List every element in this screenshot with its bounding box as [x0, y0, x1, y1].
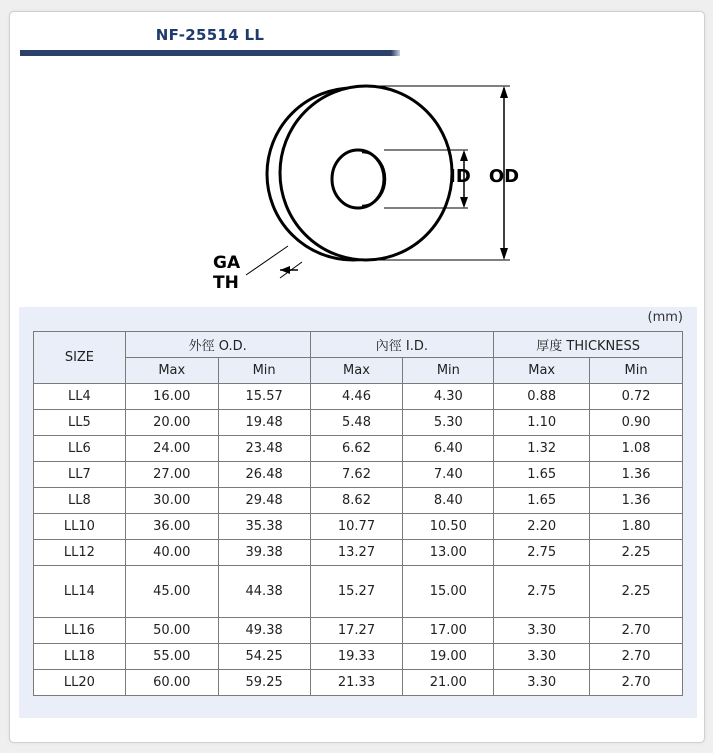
value-cell: 45.00 [125, 566, 218, 618]
value-cell: 2.70 [590, 644, 683, 670]
size-cell: LL18 [34, 644, 126, 670]
value-cell: 20.00 [125, 410, 218, 436]
table-row [34, 488, 683, 514]
size-cell: LL6 [34, 436, 126, 462]
thickness-max-header: Max [494, 358, 590, 384]
value-cell: 5.30 [403, 410, 494, 436]
value-cell: 1.32 [494, 436, 590, 462]
od-min-header: Min [218, 358, 310, 384]
value-cell: 17.00 [403, 618, 494, 644]
value-cell: 30.00 [125, 488, 218, 514]
value-cell: 1.80 [590, 514, 683, 540]
value-cell: 15.57 [218, 384, 310, 410]
value-cell: 2.75 [494, 540, 590, 566]
size-cell: LL8 [34, 488, 126, 514]
table-row [34, 436, 683, 462]
value-cell: 59.25 [218, 670, 310, 696]
value-cell: 39.38 [218, 540, 310, 566]
value-cell: 3.30 [494, 670, 590, 696]
thickness-group-header: 厚度 THICKNESS [494, 332, 683, 358]
id-max-header: Max [310, 358, 403, 384]
value-cell: 60.00 [125, 670, 218, 696]
value-cell: 19.00 [403, 644, 494, 670]
value-cell: 10.50 [403, 514, 494, 540]
value-cell: 15.27 [310, 566, 403, 618]
table-row [34, 540, 683, 566]
od-group-header: 外徑 O.D. [125, 332, 310, 358]
product-card [9, 11, 705, 743]
value-cell: 1.65 [494, 462, 590, 488]
od-max-header: Max [125, 358, 218, 384]
spec-table-body [34, 384, 683, 696]
id-arrow-bottom [460, 197, 468, 208]
label-id: ID [449, 166, 471, 187]
page-title: NF-25514 LL [155, 26, 265, 44]
label-od: OD [488, 166, 520, 187]
id-min-header: Min [403, 358, 494, 384]
value-cell: 21.00 [403, 670, 494, 696]
value-cell: 7.40 [403, 462, 494, 488]
table-row [34, 384, 683, 410]
od-arrow-bottom [500, 248, 508, 260]
value-cell: 2.20 [494, 514, 590, 540]
size-cell: LL7 [34, 462, 126, 488]
value-cell: 27.00 [125, 462, 218, 488]
value-cell: 0.72 [590, 384, 683, 410]
value-cell: 50.00 [125, 618, 218, 644]
value-cell: 1.08 [590, 436, 683, 462]
value-cell: 6.40 [403, 436, 494, 462]
value-cell: 23.48 [218, 436, 310, 462]
value-cell: 19.48 [218, 410, 310, 436]
size-cell: LL10 [34, 514, 126, 540]
value-cell: 7.62 [310, 462, 403, 488]
value-cell: 3.30 [494, 644, 590, 670]
spec-table-head [34, 332, 683, 384]
value-cell: 24.00 [125, 436, 218, 462]
value-cell: 44.38 [218, 566, 310, 618]
thickness-min-header: Min [590, 358, 683, 384]
value-cell: 55.00 [125, 644, 218, 670]
value-cell: 49.38 [218, 618, 310, 644]
value-cell: 35.38 [218, 514, 310, 540]
value-cell: 10.77 [310, 514, 403, 540]
value-cell: 36.00 [125, 514, 218, 540]
value-cell: 13.27 [310, 540, 403, 566]
size-cell: LL14 [34, 566, 126, 618]
value-cell: 21.33 [310, 670, 403, 696]
value-cell: 4.30 [403, 384, 494, 410]
value-cell: 5.48 [310, 410, 403, 436]
value-cell: 2.70 [590, 618, 683, 644]
value-cell: 2.75 [494, 566, 590, 618]
size-cell: LL12 [34, 540, 126, 566]
id-group-header: 內徑 I.D. [310, 332, 494, 358]
size-cell: LL20 [34, 670, 126, 696]
label-ga: GA [213, 253, 241, 273]
value-cell: 4.46 [310, 384, 403, 410]
value-cell: 1.10 [494, 410, 590, 436]
value-cell: 54.25 [218, 644, 310, 670]
unit-label: (mm) [647, 310, 683, 325]
size-cell: LL5 [34, 410, 126, 436]
value-cell: 2.25 [590, 566, 683, 618]
title-block [20, 20, 400, 56]
value-cell: 1.36 [590, 488, 683, 514]
value-cell: 6.62 [310, 436, 403, 462]
table-row [34, 462, 683, 488]
value-cell: 3.30 [494, 618, 590, 644]
spec-table [33, 331, 683, 696]
od-arrow-top [500, 86, 508, 98]
size-cell: LL16 [34, 618, 126, 644]
value-cell: 40.00 [125, 540, 218, 566]
value-cell: 17.27 [310, 618, 403, 644]
table-row [34, 514, 683, 540]
table-row [34, 410, 683, 436]
table-row [34, 566, 683, 618]
value-cell: 8.40 [403, 488, 494, 514]
value-cell: 15.00 [403, 566, 494, 618]
value-cell: 16.00 [125, 384, 218, 410]
value-cell: 0.88 [494, 384, 590, 410]
value-cell: 26.48 [218, 462, 310, 488]
size-header: SIZE [34, 332, 126, 384]
spec-table-panel [19, 307, 697, 718]
value-cell: 29.48 [218, 488, 310, 514]
value-cell: 2.25 [590, 540, 683, 566]
size-cell: LL4 [34, 384, 126, 410]
value-cell: 19.33 [310, 644, 403, 670]
table-row [34, 670, 683, 696]
value-cell: 2.70 [590, 670, 683, 696]
table-row [34, 618, 683, 644]
label-th: TH [213, 273, 239, 293]
table-row [34, 644, 683, 670]
value-cell: 13.00 [403, 540, 494, 566]
id-arrow-top [460, 150, 468, 161]
th-arrow [280, 266, 290, 274]
washer-diagram [10, 56, 704, 306]
value-cell: 1.65 [494, 488, 590, 514]
value-cell: 0.90 [590, 410, 683, 436]
value-cell: 8.62 [310, 488, 403, 514]
value-cell: 1.36 [590, 462, 683, 488]
